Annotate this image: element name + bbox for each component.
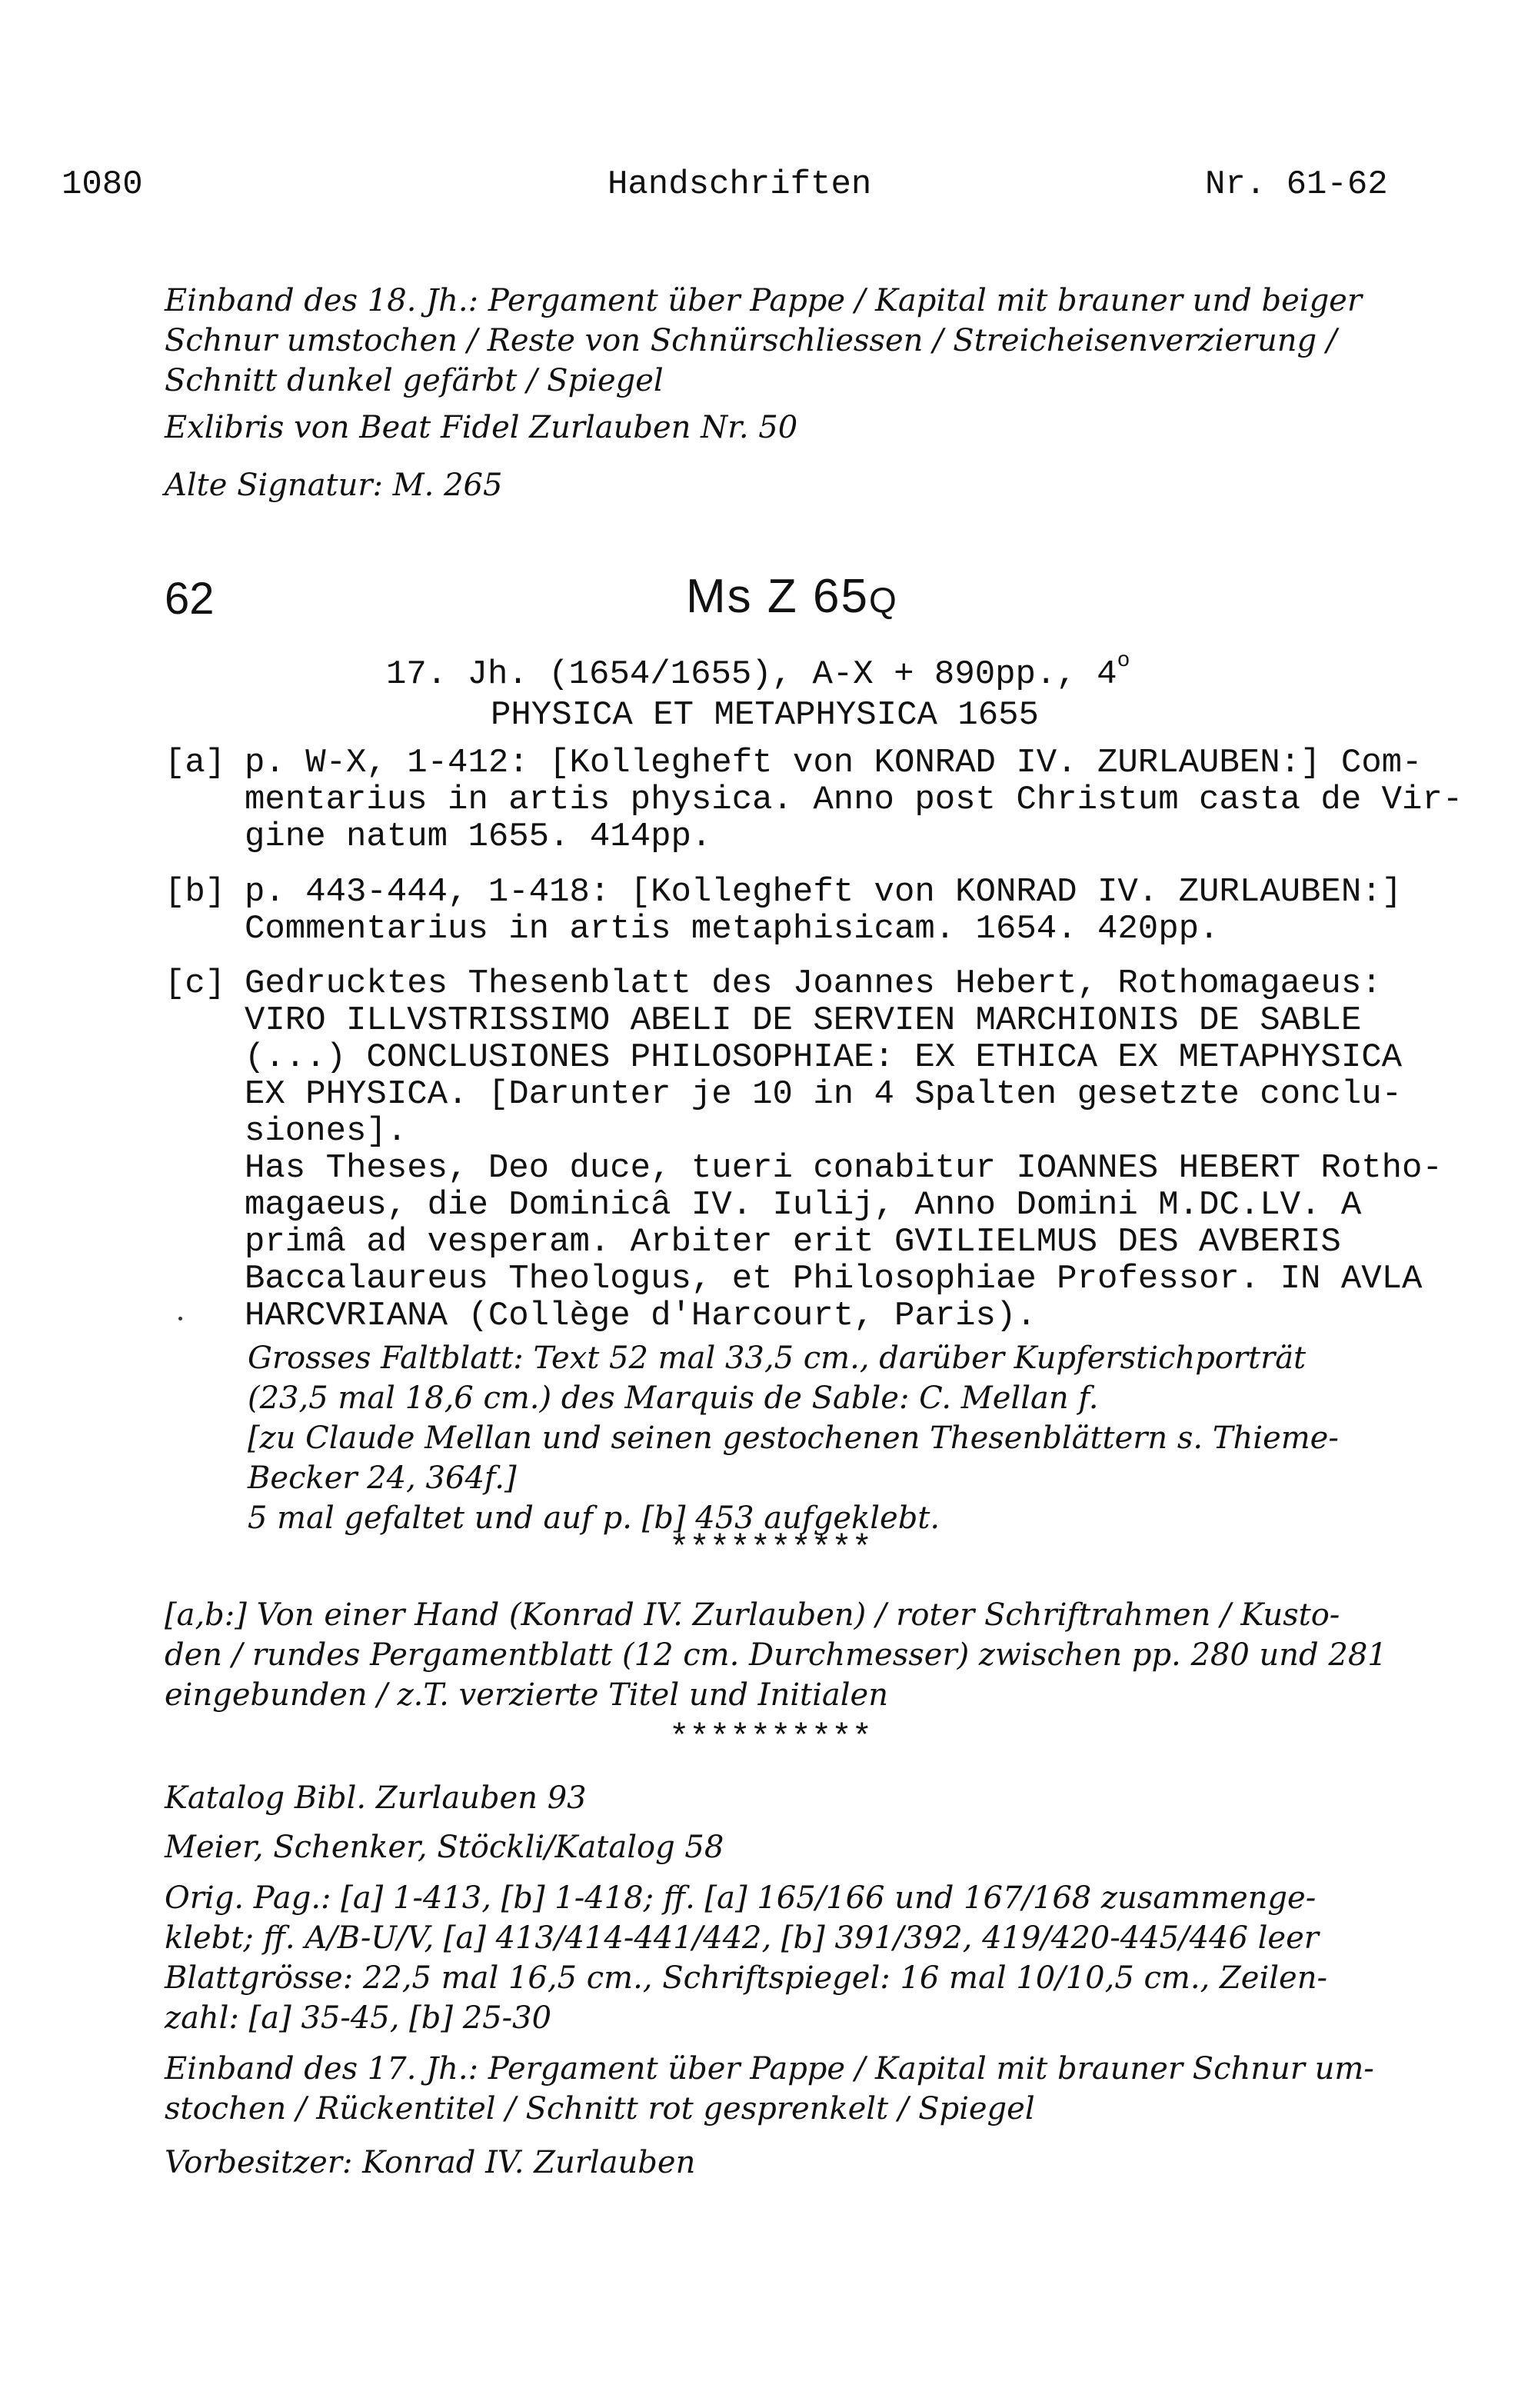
separator: ********** <box>669 1530 873 1568</box>
pagination-line: Orig. Pag.: [a] 1-413, [b] 1-418; ff. [a] 165/166 und 167/168 zusammenge- <box>165 1880 1317 1916</box>
item-c-notes <box>248 1338 1339 1538</box>
separator-2: ********** <box>669 1719 873 1757</box>
provenance: Vorbesitzer: Konrad IV. Zurlauben <box>165 2145 696 2180</box>
item-line: primâ ad vesperam. Arbiter erit GVILIELMUS DES AVBERIS <box>245 1223 1341 1261</box>
item-label-c: [c] <box>165 964 226 1003</box>
item-c-text <box>245 965 1443 1334</box>
item-line: p. 443-444, 1-418: [Kollegheft von KONRAD IV. ZURLAUBEN:] <box>245 873 1403 911</box>
format-degree: o <box>1117 649 1130 673</box>
item-label-b: [b] <box>165 873 226 911</box>
item-line: VIRO ILLVSTRISSIMO ABELI DE SERVIEN MARCHIONIS DE SABLE <box>245 1001 1362 1040</box>
binding-line: stochen / Rückentitel / Schnitt rot gesprenkelt / Spiegel <box>165 2091 1035 2127</box>
shelfmark-main: Ms Z 65 <box>686 570 869 623</box>
hand-line: den / rundes Pergamentblatt (12 cm. Durchmesser) zwischen pp. 280 und 281 <box>165 1637 1387 1673</box>
prev-binding-line: Schnur umstochen / Reste von Schnürschliessen / Streicheisenverzierung / <box>165 323 1337 358</box>
binding <box>165 2049 1374 2129</box>
shelfmark <box>686 569 898 624</box>
item-b-text <box>245 874 1402 948</box>
stray-dot <box>178 1317 182 1321</box>
binding-line: Einband des 17. Jh.: Pergament über Pappe / Kapital mit brauner Schnur um- <box>165 2051 1374 2087</box>
entry-range: Nr. 61-62 <box>1205 165 1388 204</box>
prev-binding <box>165 281 1362 401</box>
item-line: magaeus, die Dominicâ IV. Iulij, Anno Domini M.DC.LV. A <box>245 1186 1362 1224</box>
note-line: 5 mal gefaltet und auf p. [b] 453 aufgeklebt. <box>248 1500 940 1536</box>
item-line: EX PHYSICA. [Darunter je 10 in 4 Spalten gesetzte conclu- <box>245 1075 1403 1114</box>
item-line: Commentarius in artis metaphisicam. 1654. 420pp. <box>245 910 1220 948</box>
item-line: gine natum 1655. 414pp. <box>245 818 712 856</box>
section-title: Handschriften <box>608 165 872 204</box>
entry-title: PHYSICA ET METAPHYSICA 1655 <box>491 696 1039 734</box>
catalog-ref-1: Katalog Bibl. Zurlauben 93 <box>165 1780 587 1816</box>
pagination-line: klebt; ff. A/B-U/V, [a] 413/414-441/442, [b] 391/392, 419/420-445/446 leer <box>165 1920 1319 1956</box>
prev-binding-line: Schnitt dunkel gefärbt / Spiegel <box>165 363 664 398</box>
prev-exlibris: Exlibris von Beat Fidel Zurlauben Nr. 50 <box>165 410 798 445</box>
pagination-line: zahl: [a] 35-45, [b] 25-30 <box>165 2000 552 2036</box>
shelfmark-suffix: Q <box>868 580 898 620</box>
note-line: (23,5 mal 18,6 cm.) des Marquis de Sable: C. Mellan f. <box>248 1381 1099 1416</box>
item-line: HARCVRIANA (Collège d'Harcourt, Paris). <box>245 1297 1037 1335</box>
item-line: mentarius in artis physica. Anno post Christum casta de Vir- <box>245 781 1463 819</box>
note-line: Becker 24, 364f.] <box>248 1460 517 1496</box>
prev-binding-line: Einband des 18. Jh.: Pergament über Pappe / Kapital mit brauner und beiger <box>165 283 1362 318</box>
date-extent <box>386 643 1130 693</box>
item-line: siones]. <box>245 1112 408 1151</box>
note-line: [zu Claude Mellan und seinen gestochenen Thesenblättern s. Thieme- <box>248 1420 1339 1456</box>
pagination <box>165 1878 1327 2038</box>
pagination-line: Blattgrösse: 22,5 mal 16,5 cm., Schriftspiegel: 16 mal 10/10,5 cm., Zeilen- <box>165 1960 1327 1996</box>
item-a-text <box>245 744 1463 855</box>
item-line: Baccalaureus Theologus, et Philosophiae Professor. IN AVLA <box>245 1260 1423 1298</box>
date-extent-text: 17. Jh. (1654/1655), A-X + 890pp., 4 <box>386 655 1117 694</box>
hand-line: [a,b:] Von einer Hand (Konrad IV. Zurlauben) / roter Schriftrahmen / Kusto- <box>165 1597 1340 1633</box>
note-line: Grosses Faltblatt: Text 52 mal 33,5 cm., darüber Kupferstichporträt <box>248 1341 1307 1376</box>
item-line: Gedrucktes Thesenblatt des Joannes Hebert, Rothomagaeus: <box>245 964 1382 1003</box>
item-line: Has Theses, Deo duce, tueri conabitur IOANNES HEBERT Rotho- <box>245 1149 1443 1187</box>
item-line: p. W-X, 1-412: [Kollegheft von KONRAD IV. ZURLAUBEN:] Com- <box>245 744 1423 782</box>
item-line: (...) CONCLUSIONES PHILOSOPHIAE: EX ETHICA EX METAPHYSICA <box>245 1038 1403 1077</box>
hand-line: eingebunden / z.T. verzierte Titel und Initialen <box>165 1677 888 1713</box>
item-label-a: [a] <box>165 744 226 782</box>
catalog-ref-2: Meier, Schenker, Stöckli/Katalog 58 <box>165 1830 724 1865</box>
prev-old-signature: Alte Signatur: M. 265 <box>165 468 503 503</box>
entry-number: 62 <box>165 574 215 624</box>
page-number: 1080 <box>62 165 143 204</box>
hand-description <box>165 1595 1387 1715</box>
